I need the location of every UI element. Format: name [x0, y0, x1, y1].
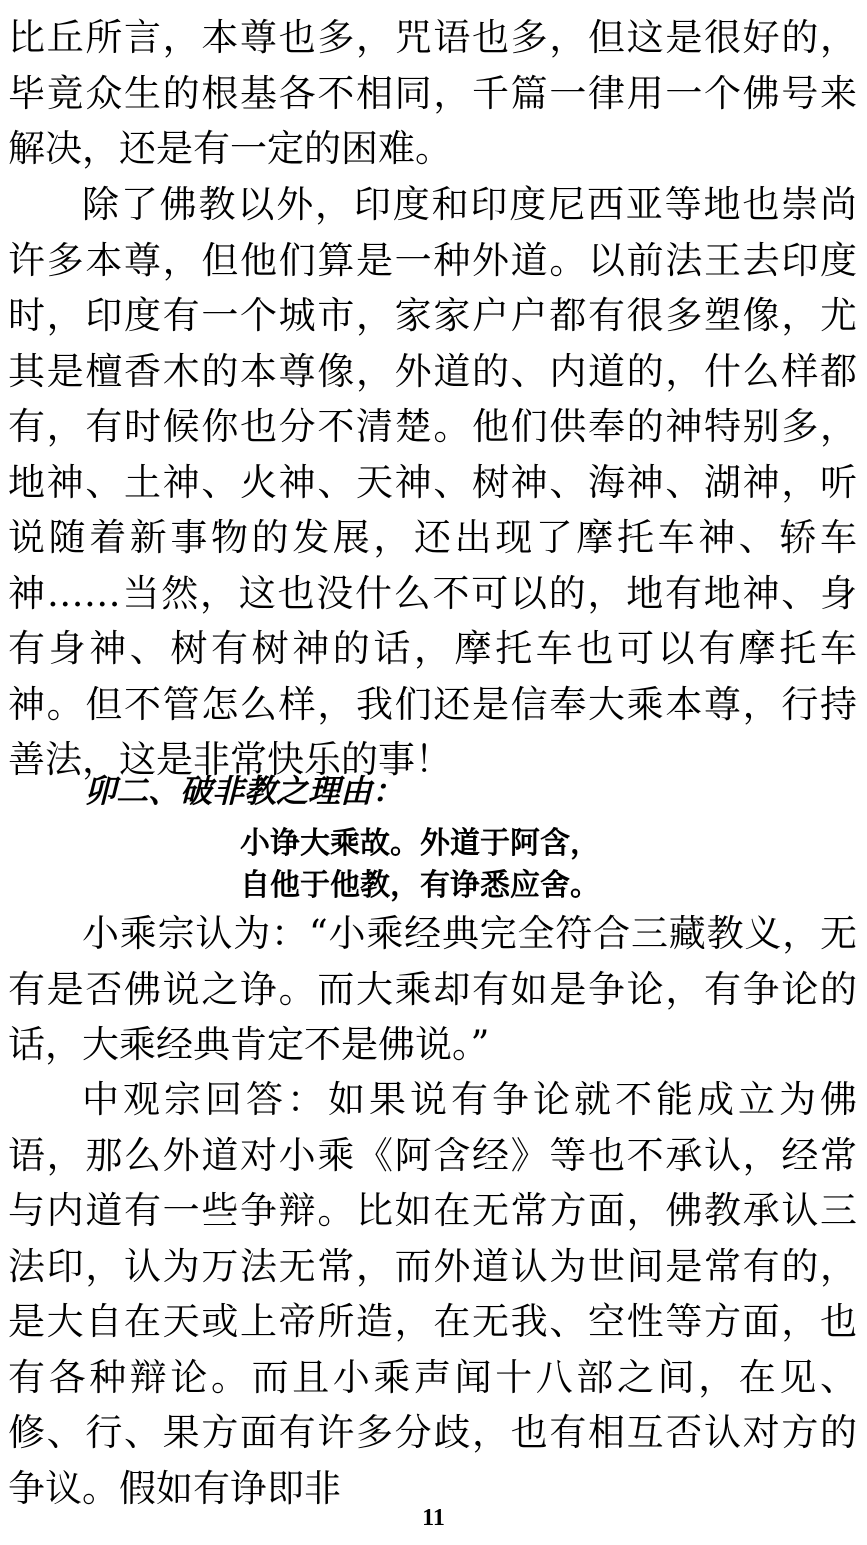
section-heading: 卯二、破非教之理由：	[84, 772, 405, 810]
page-number: 11	[422, 1505, 445, 1531]
paragraph-madhyamaka-reply: 中观宗回答：如果说有争论就不能成立为佛语，那么外道对小乘《阿含经》等也不承认，经常与内道有一些争辩。比如在无常方面，佛教承认三法印，认为万法无常，而外道认为世间是常有的，是大自在天或上帝所造，在无我、空性等方面，也有各种辩论。而且小乘声闻十八部之间，在见、修、行、果方面有许多分歧，也有相互否认对方的争议。假如有诤即非	[8, 1078, 857, 1510]
verse-line-1: 小诤大乘故。外道于阿含，	[240, 826, 600, 861]
paragraph-hinayana-view: 小乘宗认为：“小乘经典完全符合三藏教义，无有是否佛说之诤。而大乘却有如是争论，有争论的话，大乘经典肯定不是佛说。”	[8, 912, 857, 1066]
paragraph-continuation: 比丘所言，本尊也多，咒语也多，但这是很好的，毕竟众生的根基各不相同，千篇一律用一个佛号来解决，还是有一定的困难。	[8, 16, 857, 170]
paragraph-other-religions: 除了佛教以外，印度和印度尼西亚等地也崇尚许多本尊，但他们算是一种外道。以前法王去印度时，印度有一个城市，家家户户都有很多塑像，尤其是檀香木的本尊像，外道的、内道的，什么样都有，有时候你也分不清楚。他们供奉的神特别多，地神、土神、火神、天神、树神、海神、湖神，听说随着新事物的发展，还出现了摩托车神、轿车神……当然，这也没什么不可以的，地有地神、身有身神、树有树神的话，摩托车也可以有摩托车神。但不管怎么样，我们还是信奉大乘本尊，行持善法，这是非常快乐的事！	[8, 183, 857, 781]
verse-line-2: 自他于他教，有诤悉应舍。	[240, 868, 600, 903]
